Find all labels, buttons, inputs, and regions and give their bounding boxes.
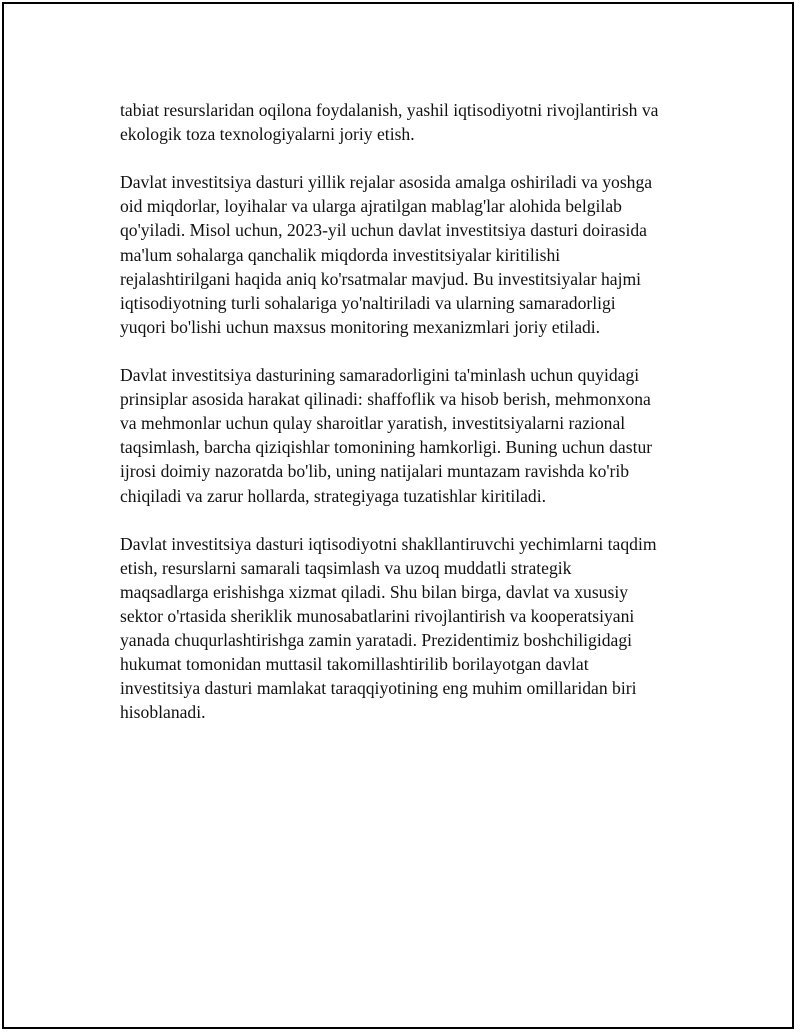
paragraph-3: Davlat investitsiya dasturining samaradorligini ta'minlash uchun quyidagi prinsiplar asosida harakat qilinadi: shaffoflik va hisob berish, mehmonxona va mehmonlar uchun qulay sharoitlar yaratish, investitsiyalarni razional taqsimlash, barcha qiziqishlar tomonining hamkorligi. Buning uchun dastur ijrosi doimiy nazoratda bo'lib, uning natijalari muntazam ravishda ko'rib chiqiladi va zarur hollarda, strategiyaga tuzatishlar kiritiladi. xyxy=(120,365,653,506)
paragraph-2: Davlat investitsiya dasturi yillik rejalar asosida amalga oshiriladi va yoshga oid miqdorlar, loyihalar va ularga ajratilgan mablag'lar alohida belgilab qo'yiladi. Misol uchun, 2023-yil uchun davlat investitsiya dasturi doirasida ma'lum sohalarga qanchalik miqdorda investitsiyalar kiritilishi rejalashtirilgani haqida aniq ko'rsatmalar mavjud. Bu investitsiyalar hajmi iqtisodiyotning turli sohalariga yo'naltiriladi va ularning samaradorligi yuqori bo'lishi uchun maxsus monitoring mexanizmlari joriy etiladi. xyxy=(120,172,653,337)
paragraph-1: tabiat resurslaridan oqilona foydalanish, yashil iqtisodiyotni rivojlantirish va ekologik toza texnologiyalarni joriy etish. xyxy=(120,100,659,145)
paragraph-4: Davlat investitsiya dasturi iqtisodiyotni shakllantiruvchi yechimlarni taqdim etish, resurslarni samarali taqsimlash va uzoq muddatli strategik maqsadlarga erishishga xizmat qiladi. Shu bilan birga, davlat va xususiy sektor o'rtasida sheriklik munosabatlarini rivojlantirish va kooperatsiyani yanada chuqurlashtirishga zamin yaratadi. Prezidentimiz boshchiligidagi hukumat tomonidan muttasil takomillashtirilib borilayotgan davlat investitsiya dasturi mamlakat taraqqiyotining eng muhim omillaridan biri hisoblanadi. xyxy=(120,533,657,723)
document-page xyxy=(2,2,794,1029)
document-body xyxy=(120,98,695,749)
